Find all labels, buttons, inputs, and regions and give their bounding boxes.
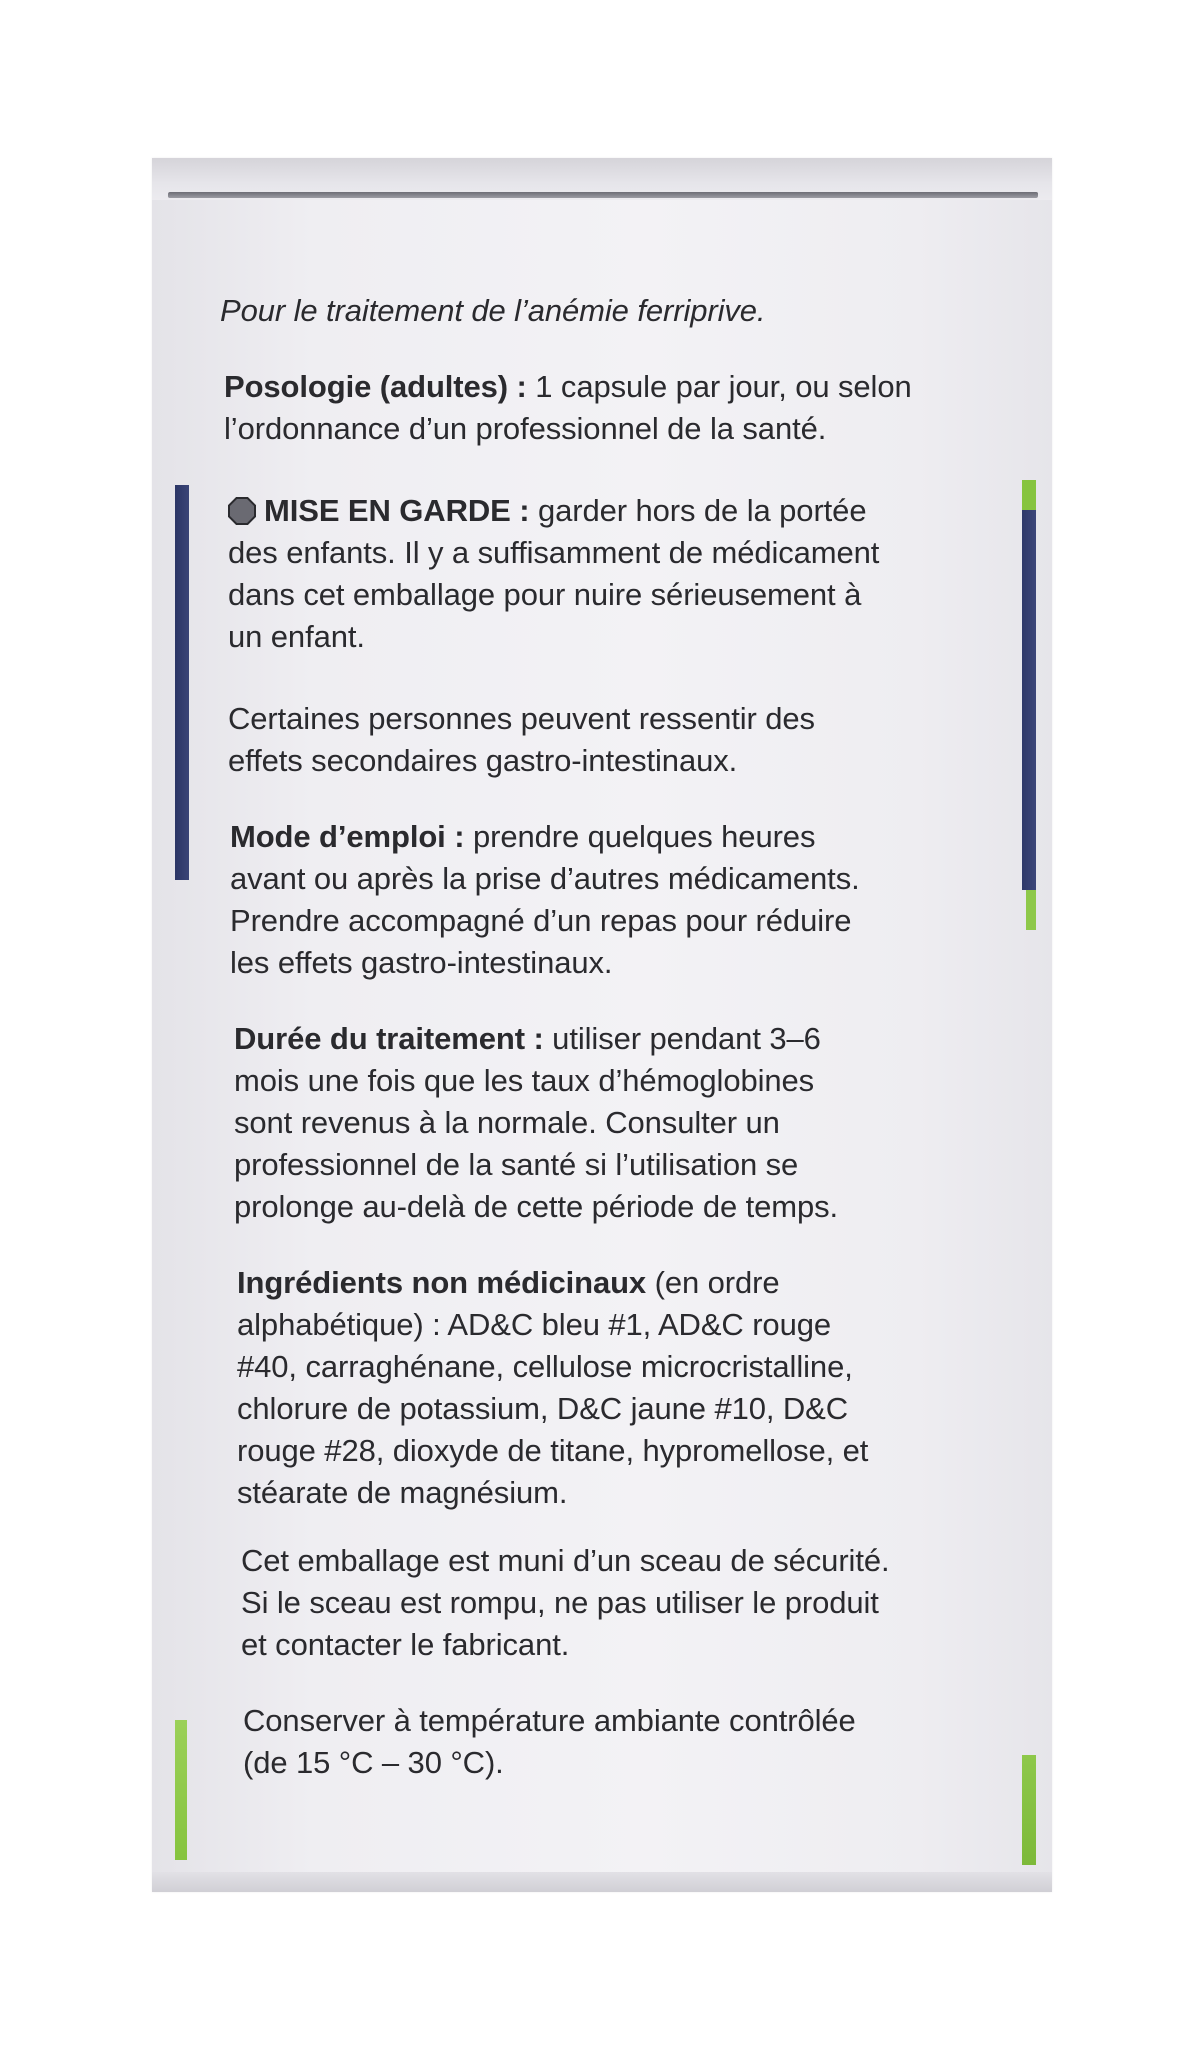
seal-line-3: et contacter le fabricant.	[241, 1627, 570, 1662]
directions-line-2: avant ou après la prise d’autres médicaments.	[230, 861, 860, 896]
dosage-heading: Posologie (adultes) :	[224, 369, 527, 404]
left-navy-stripe	[175, 485, 189, 880]
side-effects-line-1: Certaines personnes peuvent ressentir des	[228, 701, 815, 736]
seal-line-2: Si le sceau est rompu, ne pas utiliser le produit	[241, 1585, 879, 1620]
ingredients-line-1: (en ordre	[646, 1265, 780, 1300]
duration-heading: Durée du traitement :	[234, 1021, 544, 1056]
ingredients-heading: Ingrédients non médicinaux	[237, 1265, 647, 1300]
right-navy-stripe	[1022, 510, 1036, 890]
side-effects-paragraph	[228, 698, 1018, 782]
directions-line-4: les effets gastro-intestinaux.	[230, 945, 613, 980]
seal-line-1: Cet emballage est muni d’un sceau de sécurité.	[241, 1543, 890, 1578]
ingredients-line-3: #40, carraghénane, cellulose microcristalline,	[237, 1349, 853, 1384]
directions-line-1: prendre quelques heures	[464, 819, 816, 854]
right-green-stripe-top	[1022, 480, 1036, 510]
directions-line-3: Prendre accompagné d’un repas pour réduire	[230, 903, 852, 938]
ingredients-line-4: chlorure de potassium, D&C jaune #10, D&C	[237, 1391, 849, 1426]
dosage-paragraph	[224, 366, 1014, 450]
storage-line-2: (de 15 °C – 30 °C).	[243, 1745, 504, 1780]
warning-heading: MISE EN GARDE :	[264, 493, 530, 528]
duration-line-4: professionnel de la santé si l’utilisation se	[234, 1147, 799, 1182]
warning-paragraph	[228, 490, 1018, 658]
dosage-line-1: 1 capsule par jour, ou selon	[526, 369, 912, 404]
seal-paragraph	[241, 1540, 1021, 1666]
warning-line-3: dans cet emballage pour nuire sérieusement à	[228, 577, 862, 612]
ingredients-line-5: rouge #28, dioxyde de titane, hypromellose, et	[237, 1433, 869, 1468]
left-green-stripe-bottom	[175, 1720, 187, 1860]
dosage-line-2: l’ordonnance d’un professionnel de la santé.	[224, 411, 827, 446]
duration-line-5: prolonge au-delà de cette période de temps.	[234, 1189, 839, 1224]
duration-line-1: utiliser pendant 3–6	[543, 1021, 821, 1056]
intro-text: Pour le traitement de l’anémie ferriprive.	[220, 293, 766, 328]
ingredients-line-2: alphabétique) : AD&C bleu #1, AD&C rouge	[237, 1307, 831, 1342]
warning-octagon-icon	[228, 497, 256, 525]
package-bottom-edge	[152, 1872, 1052, 1892]
ingredients-paragraph	[237, 1262, 1027, 1514]
side-effects-line-2: effets secondaires gastro-intestinaux.	[228, 743, 738, 778]
directions-heading: Mode d’emploi :	[230, 819, 465, 854]
right-green-stripe-bottom	[1022, 1755, 1036, 1865]
warning-line-1: garder hors de la portée	[529, 493, 867, 528]
duration-line-2: mois une fois que les taux d’hémoglobines	[234, 1063, 815, 1098]
warning-line-2: des enfants. Il y a suffisamment de médicament	[228, 535, 880, 570]
right-green-stripe-middle	[1026, 890, 1036, 930]
package-top-edge	[168, 192, 1038, 198]
duration-paragraph	[234, 1018, 1024, 1228]
storage-line-1: Conserver à température ambiante contrôlée	[243, 1703, 856, 1738]
directions-paragraph	[230, 816, 1020, 984]
storage-paragraph	[243, 1700, 1023, 1784]
duration-line-3: sont revenus à la normale. Consulter un	[234, 1105, 780, 1140]
warning-line-4: un enfant.	[228, 619, 365, 654]
ingredients-line-6: stéarate de magnésium.	[237, 1475, 568, 1510]
